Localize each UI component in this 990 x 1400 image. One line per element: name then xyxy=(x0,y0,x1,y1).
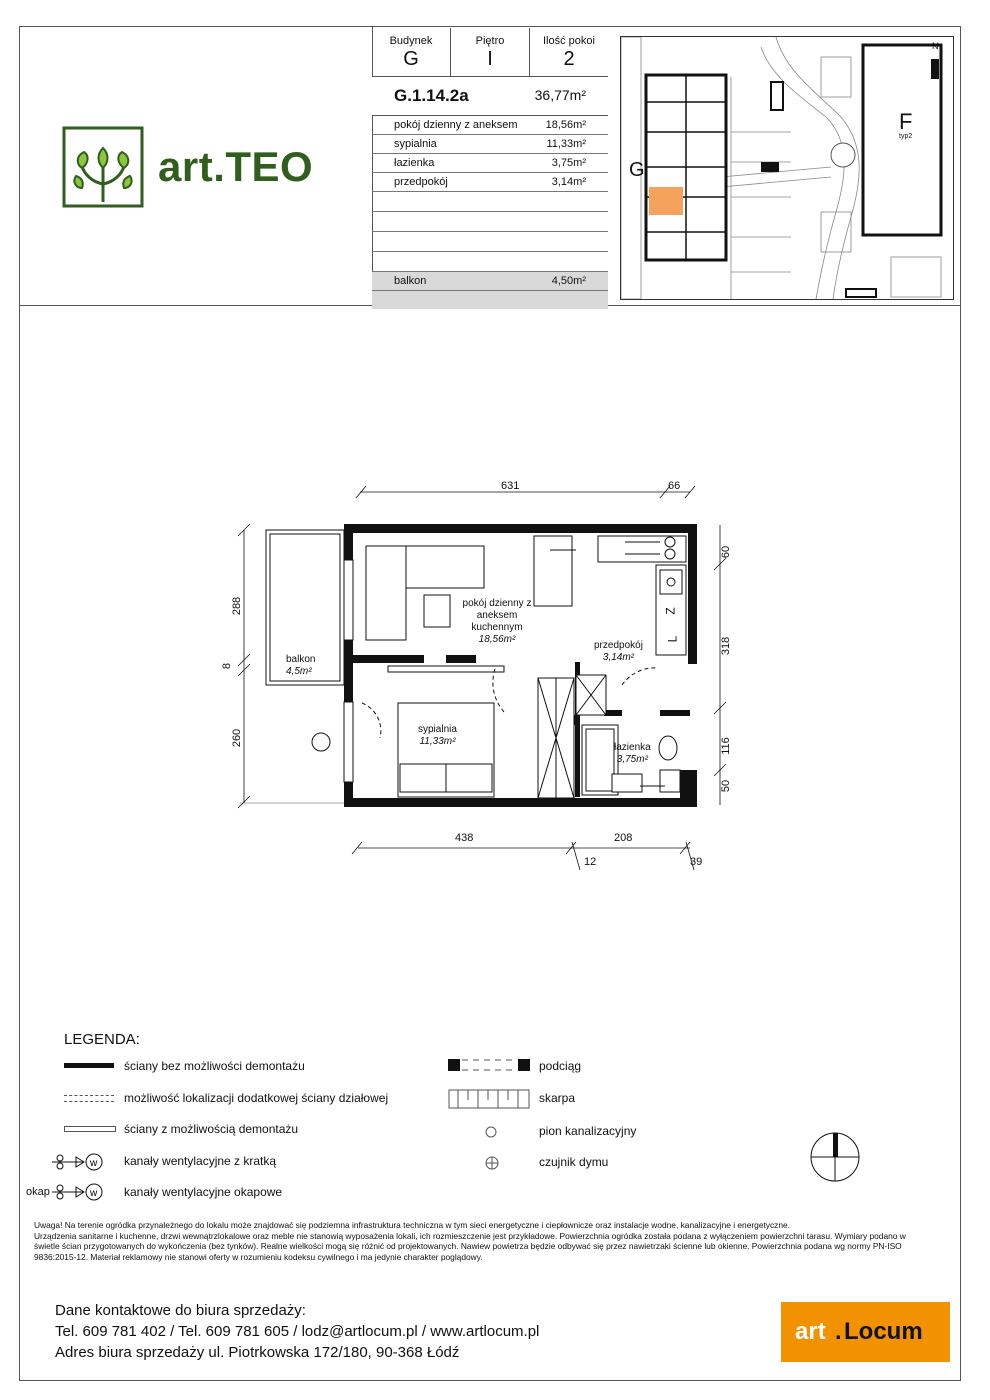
room-row: sypialnia 11,33m² xyxy=(372,135,608,154)
empty-row xyxy=(372,212,608,232)
legend-sewer: pion kanalizacyjny xyxy=(539,1124,637,1138)
site-plan xyxy=(620,36,954,300)
bathroom-label: łazienka 3,75m² xyxy=(614,742,651,765)
slope-icon xyxy=(448,1088,530,1110)
sewer-riser-icon xyxy=(484,1125,498,1139)
dim-left-bottom: 260 xyxy=(231,728,244,748)
disclaimer: Uwaga! Na terenie ogródka przynależnego do lokalu może znajdować się podziemna infrastruktura techniczna w tym sieci energetyczne i ciepłownicze oraz instalacje wodne, kanalizacyjne i energetyczne. Urządzenia sanitarne i kuchenne, drzwi wewnątrzlokalowe oraz meble nie stanowią wyposażenia lokali, ich rozmieszczenie jest przykładowe. Powierzchnia ogródka została podana z wyłączeniem powierzchni tarasu. Wymiary podano w świetle ścian przygotowanych do wykończenia (bez tynków). Realne wielkości mogą się różnić od projektowanych. Nawiew powietrza będzie odbywać się przez nawietrzaki ścienne lub okienne. Powierzchnia podana wg normy PN-ISO 9836:2015-12. Materiał reklamowy nie stanowi oferty w rozumieniu kodeksu cywilnego i ma jedynie charakter poglądowy. xyxy=(34,1220,906,1262)
dim-bottom-small-a: 12 xyxy=(584,856,597,868)
apartment-id: G.1.14.2a xyxy=(394,86,469,105)
room-row: łazienka 3,75m² xyxy=(372,154,608,173)
building-g-footprint xyxy=(646,75,726,260)
building-cell: Budynek G xyxy=(389,35,433,70)
balcony-row: balkon 4,50m² xyxy=(372,272,608,291)
brand-name: art.TEO xyxy=(158,143,314,190)
wall-fixed-symbol xyxy=(64,1063,114,1068)
dim-bottom-small-b: 39 xyxy=(690,856,703,868)
contact-phone-email: Tel. 609 781 402 / Tel. 609 781 605 / lodz@artlocum.pl / www.artlocum.pl xyxy=(55,1323,540,1340)
building-f-footprint xyxy=(863,45,941,235)
dim-top-main: 631 xyxy=(501,480,520,492)
art-teo-logo xyxy=(62,126,144,213)
floor-plan xyxy=(220,470,740,895)
apartment-info-table xyxy=(372,28,608,309)
building-f-type: typ2 xyxy=(899,133,913,140)
living-room-label: pokój dzienny z aneksem kuchennym 18,56m² xyxy=(462,598,532,645)
bedroom-label: sypialnia 11,33m² xyxy=(418,724,457,747)
legend-vent-hood-prefix: okap xyxy=(26,1186,50,1198)
vent-grate-icon xyxy=(50,1152,106,1172)
north-arrow-icon xyxy=(808,1130,862,1184)
rooms-cell: Ilość pokoi 2 xyxy=(529,28,608,76)
apartment-highlight xyxy=(649,187,683,215)
empty-gray-row xyxy=(372,291,608,309)
legend-wall-optional: możliwość lokalizacji dodatkowej ściany działowej xyxy=(124,1091,389,1105)
vent-hood-icon xyxy=(50,1182,106,1202)
total-area: 36,77m² xyxy=(534,87,586,103)
cabinet-l-label: L xyxy=(665,635,680,643)
empty-row xyxy=(372,192,608,212)
legend-title: LEGENDA: xyxy=(64,1031,140,1048)
building-g-label: G xyxy=(629,159,645,181)
svg-text:w: w xyxy=(90,1158,98,1169)
dim-left-top: 288 xyxy=(231,596,244,616)
dim-right-bottom: 50 xyxy=(720,779,733,793)
building-f-label: F xyxy=(899,109,913,134)
wall-optional-symbol xyxy=(64,1095,114,1102)
dim-bottom-left: 438 xyxy=(455,832,474,844)
empty-row xyxy=(372,232,608,252)
dim-right-top: 60 xyxy=(720,545,733,559)
dim-right-main: 318 xyxy=(720,636,733,656)
contact-block xyxy=(55,1300,539,1363)
smoke-detector-icon xyxy=(484,1155,500,1171)
contact-heading: Dane kontaktowe do biura sprzedaży: xyxy=(55,1302,306,1319)
hall-label: przedpokój 3,14m² xyxy=(594,640,643,663)
legend-wall-removable: ściany z możliwością demontażu xyxy=(124,1122,299,1136)
legend-smoke: czujnik dymu xyxy=(539,1155,609,1169)
legend-vent-hood: kanały wentylacyjne okapowe xyxy=(124,1185,283,1199)
legend-slope: skarpa xyxy=(539,1091,576,1105)
legend-wall-fixed: ściany bez możliwości demontażu xyxy=(124,1059,305,1073)
balcony-label: balkon 4,5m² xyxy=(286,654,316,677)
legend-vent-grate: kanały wentylacyjne z kratką xyxy=(124,1154,277,1168)
north-label: N xyxy=(932,41,939,51)
wall-removable-symbol xyxy=(64,1126,116,1132)
dim-right-low: 116 xyxy=(719,737,732,755)
contact-address: Adres biura sprzedaży ul. Piotrkowska 172/180, 90-368 Łódź xyxy=(55,1344,460,1361)
fridge-z-label: Z xyxy=(663,607,678,615)
apartment-header xyxy=(372,77,608,116)
dim-top-right: 66 xyxy=(668,480,681,492)
svg-text:w: w xyxy=(90,1188,98,1199)
legend-beam: podciąg xyxy=(539,1059,582,1073)
artlocum-logo: art . Locum xyxy=(781,1302,950,1362)
dim-left-mid: 8 xyxy=(221,662,234,670)
floor-cell: Piętro I xyxy=(450,28,529,76)
room-row: pokój dzienny z aneksem 18,56m² xyxy=(372,116,608,135)
empty-row xyxy=(372,252,608,272)
beam-icon xyxy=(448,1058,530,1072)
room-row: przedpokój 3,14m² xyxy=(372,173,608,192)
dim-bottom-right: 208 xyxy=(614,832,633,844)
